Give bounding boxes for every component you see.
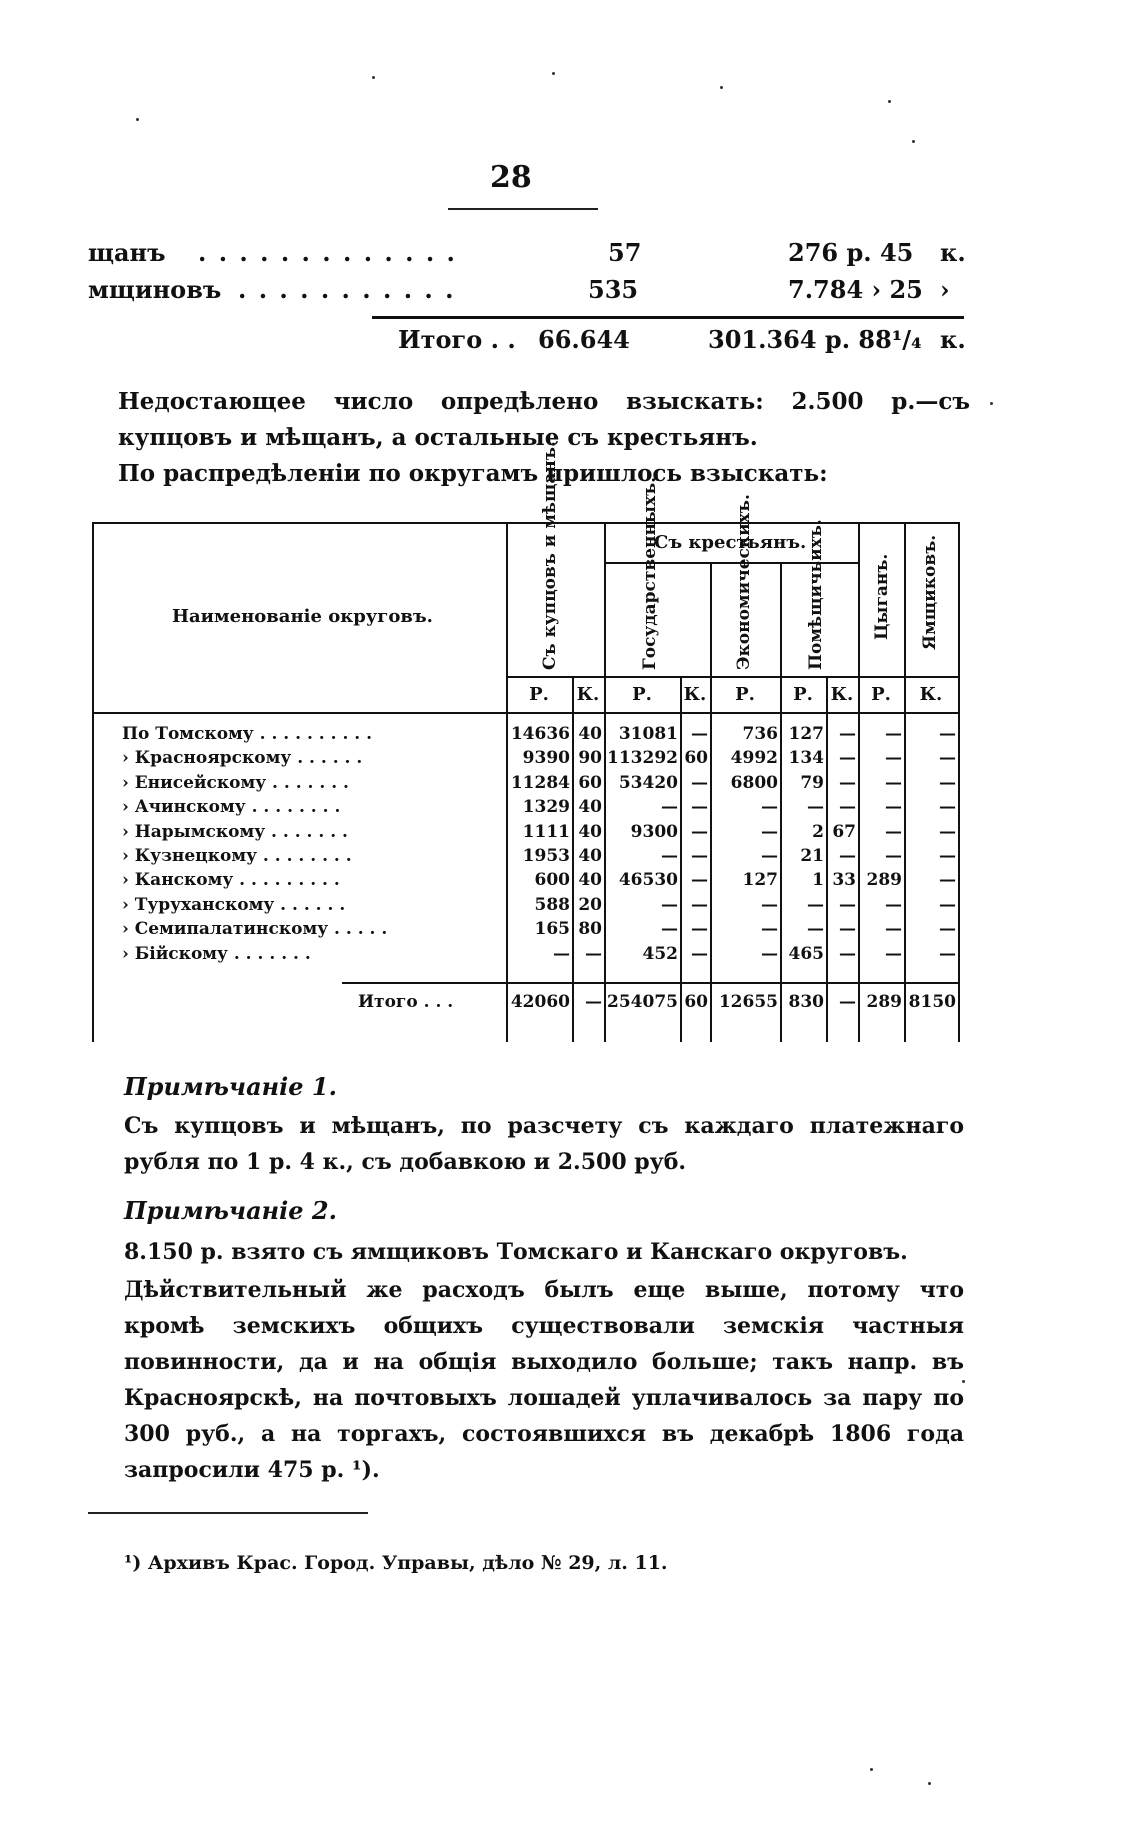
total-cell: 289 bbox=[866, 992, 902, 1012]
district-name: › Семипалатинскому . . . . . bbox=[122, 919, 388, 940]
table-cell: — bbox=[885, 797, 902, 818]
summary-count: 57 bbox=[608, 238, 642, 267]
col-divider bbox=[680, 676, 682, 1042]
total-cell: — bbox=[585, 992, 602, 1012]
summary-amount: 276 р. 45 bbox=[788, 238, 914, 267]
table-cell: — bbox=[885, 846, 902, 866]
table-cell: — bbox=[939, 724, 956, 744]
col-divider bbox=[780, 562, 782, 1042]
table-cell: — bbox=[585, 943, 602, 964]
unit-label: Р. bbox=[735, 684, 755, 705]
total-cell: — bbox=[839, 992, 856, 1012]
total-cell: 42060 bbox=[510, 992, 570, 1012]
district-name: › Туруханскому . . . . . . bbox=[122, 894, 346, 915]
table-cell: 20 bbox=[578, 894, 602, 915]
footnote: ¹) Архивъ Крас. Город. Управы, дѣло № 29, л. 11. bbox=[124, 1552, 668, 1574]
summary-total-unit: к. bbox=[940, 325, 966, 354]
table-cell: 60 bbox=[578, 772, 602, 793]
summary-unit: › bbox=[940, 275, 950, 304]
table-cell: — bbox=[807, 919, 824, 940]
table-cell: 79 bbox=[800, 772, 824, 793]
table-cell: 1111 bbox=[522, 821, 570, 842]
table-cell: — bbox=[885, 943, 902, 964]
table-cell: 289 bbox=[866, 870, 902, 891]
summary-rule bbox=[372, 316, 964, 319]
summary-label: мщиновъ bbox=[88, 275, 222, 304]
table-cell: 31081 bbox=[618, 724, 678, 744]
table-cell: — bbox=[839, 894, 856, 915]
table-cell: 33 bbox=[832, 870, 856, 891]
summary-row bbox=[88, 238, 968, 274]
economic-column-header: Экономическихъ. bbox=[734, 494, 754, 670]
summary-total-row bbox=[88, 325, 968, 361]
table-cell: — bbox=[553, 943, 570, 964]
district-name: По Томскому . . . . . . . . . . bbox=[122, 724, 373, 744]
table-cell: 1 bbox=[812, 870, 824, 891]
table-cell: — bbox=[939, 846, 956, 866]
table-cell: — bbox=[661, 919, 678, 940]
table-cell: 11284 bbox=[510, 772, 570, 793]
summary-total-count: 66.644 bbox=[538, 325, 630, 354]
merchants-column-header: Съ купцовъ и мѣщанъ. bbox=[540, 441, 560, 670]
table-cell: — bbox=[939, 919, 956, 940]
table-cell: 165 bbox=[534, 919, 570, 940]
note-2-text: 8.150 р. взято съ ямщиковъ Томскаго и Канскаго округовъ. bbox=[124, 1239, 908, 1265]
scan-speck bbox=[888, 100, 891, 103]
table-cell: 6800 bbox=[730, 772, 778, 793]
table-cell: — bbox=[885, 894, 902, 915]
scan-speck bbox=[962, 1380, 965, 1383]
table-cell: 67 bbox=[832, 821, 856, 842]
table-cell: — bbox=[661, 894, 678, 915]
table-cell: 14636 bbox=[510, 724, 570, 744]
table-cell: — bbox=[807, 797, 824, 818]
col-divider bbox=[604, 522, 606, 1042]
scan-speck bbox=[928, 1782, 931, 1785]
table-cell: 46530 bbox=[618, 870, 678, 891]
total-cell: 12655 bbox=[718, 992, 778, 1012]
table-right-border bbox=[958, 522, 960, 1042]
footnote-rule bbox=[88, 1512, 368, 1514]
total-cell: 254075 bbox=[607, 992, 678, 1012]
table-cell: — bbox=[939, 894, 956, 915]
coachmen-column-header: Ямщиковъ. bbox=[920, 534, 940, 650]
table-cell: — bbox=[885, 748, 902, 769]
table-cell: 127 bbox=[742, 870, 778, 891]
district-name: › Канскому . . . . . . . . . bbox=[122, 870, 340, 891]
table-cell: 134 bbox=[788, 748, 824, 769]
table-cell: — bbox=[691, 724, 708, 744]
unit-label: К. bbox=[830, 684, 854, 705]
table-cell: — bbox=[839, 943, 856, 964]
table-cell: — bbox=[691, 870, 708, 891]
table-cell: 127 bbox=[788, 724, 824, 744]
table-cell: — bbox=[839, 724, 856, 744]
district-name: › Красноярскому . . . . . . bbox=[122, 748, 363, 769]
table-cell: — bbox=[885, 821, 902, 842]
note-2-title: Примѣчаніе 2. bbox=[124, 1196, 337, 1225]
scan-speck bbox=[552, 72, 555, 75]
table-cell: — bbox=[839, 846, 856, 866]
summary-total-label: Итого . . bbox=[398, 325, 516, 354]
total-cell: 60 bbox=[684, 992, 708, 1012]
table-cell: — bbox=[939, 797, 956, 818]
landlord-column-header: Помѣщичьихъ. bbox=[806, 519, 826, 670]
table-cell: 2 bbox=[812, 821, 824, 842]
summary-unit: к. bbox=[940, 238, 966, 267]
table-cell: — bbox=[761, 821, 778, 842]
note-1-title: Примѣчаніе 1. bbox=[124, 1072, 337, 1101]
table-cell: 1329 bbox=[522, 797, 570, 818]
district-column-header: Наименованіе округовъ. bbox=[172, 606, 433, 627]
note-1-text: Съ купцовъ и мѣщанъ, по разсчету съ каждаго платежнаго рубля по 1 р. 4 к., съ добавкою и 2.500 руб. bbox=[124, 1113, 964, 1175]
unit-label: Р. bbox=[793, 684, 813, 705]
col-divider bbox=[904, 522, 906, 1042]
unit-label: Р. bbox=[529, 684, 549, 705]
table-cell: 4992 bbox=[730, 748, 778, 769]
summary-row bbox=[88, 275, 968, 311]
col-divider bbox=[826, 676, 828, 1042]
scan-speck bbox=[912, 140, 915, 143]
table-cell: — bbox=[839, 772, 856, 793]
table-cell: — bbox=[761, 943, 778, 964]
table-cell: — bbox=[691, 797, 708, 818]
table-cell: — bbox=[839, 748, 856, 769]
table-cell: — bbox=[691, 943, 708, 964]
paragraph-shortfall: Недостающее число опредѣлено взыскать: 2.500 р.—съ купцовъ и мѣщанъ, а остальные съ крестьянъ. bbox=[118, 388, 970, 451]
district-name: › Нарымскому . . . . . . . bbox=[122, 821, 348, 842]
summary-count: 535 bbox=[588, 275, 639, 304]
table-cell: — bbox=[885, 919, 902, 940]
table-left-border bbox=[92, 522, 94, 1042]
col-divider bbox=[572, 676, 574, 1042]
table-cell: 40 bbox=[578, 724, 602, 744]
table-total-rule bbox=[342, 982, 960, 984]
table-cell: — bbox=[885, 724, 902, 744]
page-number: 28 bbox=[490, 160, 532, 195]
table-cell: — bbox=[761, 846, 778, 866]
table-cell: — bbox=[939, 748, 956, 769]
table-cell: — bbox=[807, 894, 824, 915]
table-cell: 9300 bbox=[630, 821, 678, 842]
summary-dots: . . . . . . . . . . . . . bbox=[198, 238, 457, 267]
table-cell: 600 bbox=[534, 870, 570, 891]
table-units-rule bbox=[506, 676, 960, 678]
summary-amount: 7.784 › 25 bbox=[788, 275, 923, 304]
col-divider bbox=[858, 522, 860, 1042]
table-cell: 40 bbox=[578, 846, 602, 866]
state-column-header: Государственныхъ. bbox=[640, 476, 660, 670]
col-divider bbox=[710, 562, 712, 1042]
summary-dots: . . . . . . . . . . . bbox=[238, 275, 456, 304]
total-cell: 8150 bbox=[908, 992, 956, 1012]
table-cell: 40 bbox=[578, 797, 602, 818]
total-cell: 830 bbox=[788, 992, 824, 1012]
table-cell: 90 bbox=[578, 748, 602, 769]
table-header-rule bbox=[92, 712, 960, 714]
total-label: Итого . . . bbox=[358, 992, 454, 1012]
scan-speck bbox=[372, 76, 375, 79]
peasants-group-header: Съ крестьянъ. bbox=[654, 532, 807, 553]
table-cell: 53420 bbox=[618, 772, 678, 793]
table-cell: — bbox=[885, 772, 902, 793]
scan-speck bbox=[720, 86, 723, 89]
unit-label: К. bbox=[919, 684, 943, 705]
table-top-border bbox=[92, 522, 960, 524]
district-name: › Енисейскому . . . . . . . bbox=[122, 772, 349, 793]
closing-paragraph: Дѣйствительный же расходъ былъ еще выше, потому что кромѣ земскихъ общихъ существовали земскія частныя повинности, да и на общія выходило больше; такъ напр. въ Красноярскѣ, на почтовыхъ лошадей уплачивалось за пару по 300 руб., а на торгахъ, состоявшихся въ декабрѣ 1806 года запросили 475 р. ¹). bbox=[124, 1277, 964, 1483]
paragraph-distribution: По распредѣленіи по округамъ пришлось взыскать: bbox=[118, 460, 828, 487]
table-cell: 1953 bbox=[522, 846, 570, 866]
district-name: › Бійскому . . . . . . . bbox=[122, 943, 311, 964]
table-cell: — bbox=[839, 919, 856, 940]
page-number-rule bbox=[448, 208, 598, 210]
table-cell: 60 bbox=[684, 748, 708, 769]
table-cell: — bbox=[839, 797, 856, 818]
col-divider bbox=[506, 522, 508, 1042]
unit-label: Р. bbox=[871, 684, 891, 705]
summary-label: щанъ bbox=[88, 238, 166, 267]
table-cell: — bbox=[761, 894, 778, 915]
table-cell: — bbox=[691, 846, 708, 866]
table-cell: — bbox=[939, 772, 956, 793]
scan-speck bbox=[870, 1768, 873, 1771]
table-cell: 21 bbox=[800, 846, 824, 866]
table-cell: — bbox=[691, 894, 708, 915]
table-cell: — bbox=[661, 797, 678, 818]
table-cell: — bbox=[691, 772, 708, 793]
table-cell: 40 bbox=[578, 821, 602, 842]
table-cell: 113292 bbox=[607, 748, 678, 769]
table-cell: 736 bbox=[742, 724, 778, 744]
table-cell: 40 bbox=[578, 870, 602, 891]
unit-label: К. bbox=[683, 684, 707, 705]
table-cell: — bbox=[661, 846, 678, 866]
table-cell: — bbox=[939, 943, 956, 964]
table-cell: 80 bbox=[578, 919, 602, 940]
table-cell: — bbox=[939, 821, 956, 842]
scan-speck bbox=[136, 118, 139, 121]
scan-speck bbox=[990, 402, 993, 405]
unit-label: К. bbox=[576, 684, 600, 705]
table-cell: 452 bbox=[642, 943, 678, 964]
table-cell: 9390 bbox=[522, 748, 570, 769]
table-cell: — bbox=[691, 821, 708, 842]
gypsies-column-header: Цыганъ. bbox=[872, 553, 892, 640]
unit-label: Р. bbox=[632, 684, 652, 705]
district-name: › Кузнецкому . . . . . . . . bbox=[122, 846, 352, 866]
table-cell: 465 bbox=[788, 943, 824, 964]
summary-total-amount: 301.364 р. 88¹/₄ bbox=[708, 325, 922, 354]
table-cell: — bbox=[761, 919, 778, 940]
table-cell: — bbox=[691, 919, 708, 940]
district-name: › Ачинскому . . . . . . . . bbox=[122, 797, 341, 818]
table-cell: — bbox=[761, 797, 778, 818]
table-cell: — bbox=[939, 870, 956, 891]
table-cell: 588 bbox=[534, 894, 570, 915]
